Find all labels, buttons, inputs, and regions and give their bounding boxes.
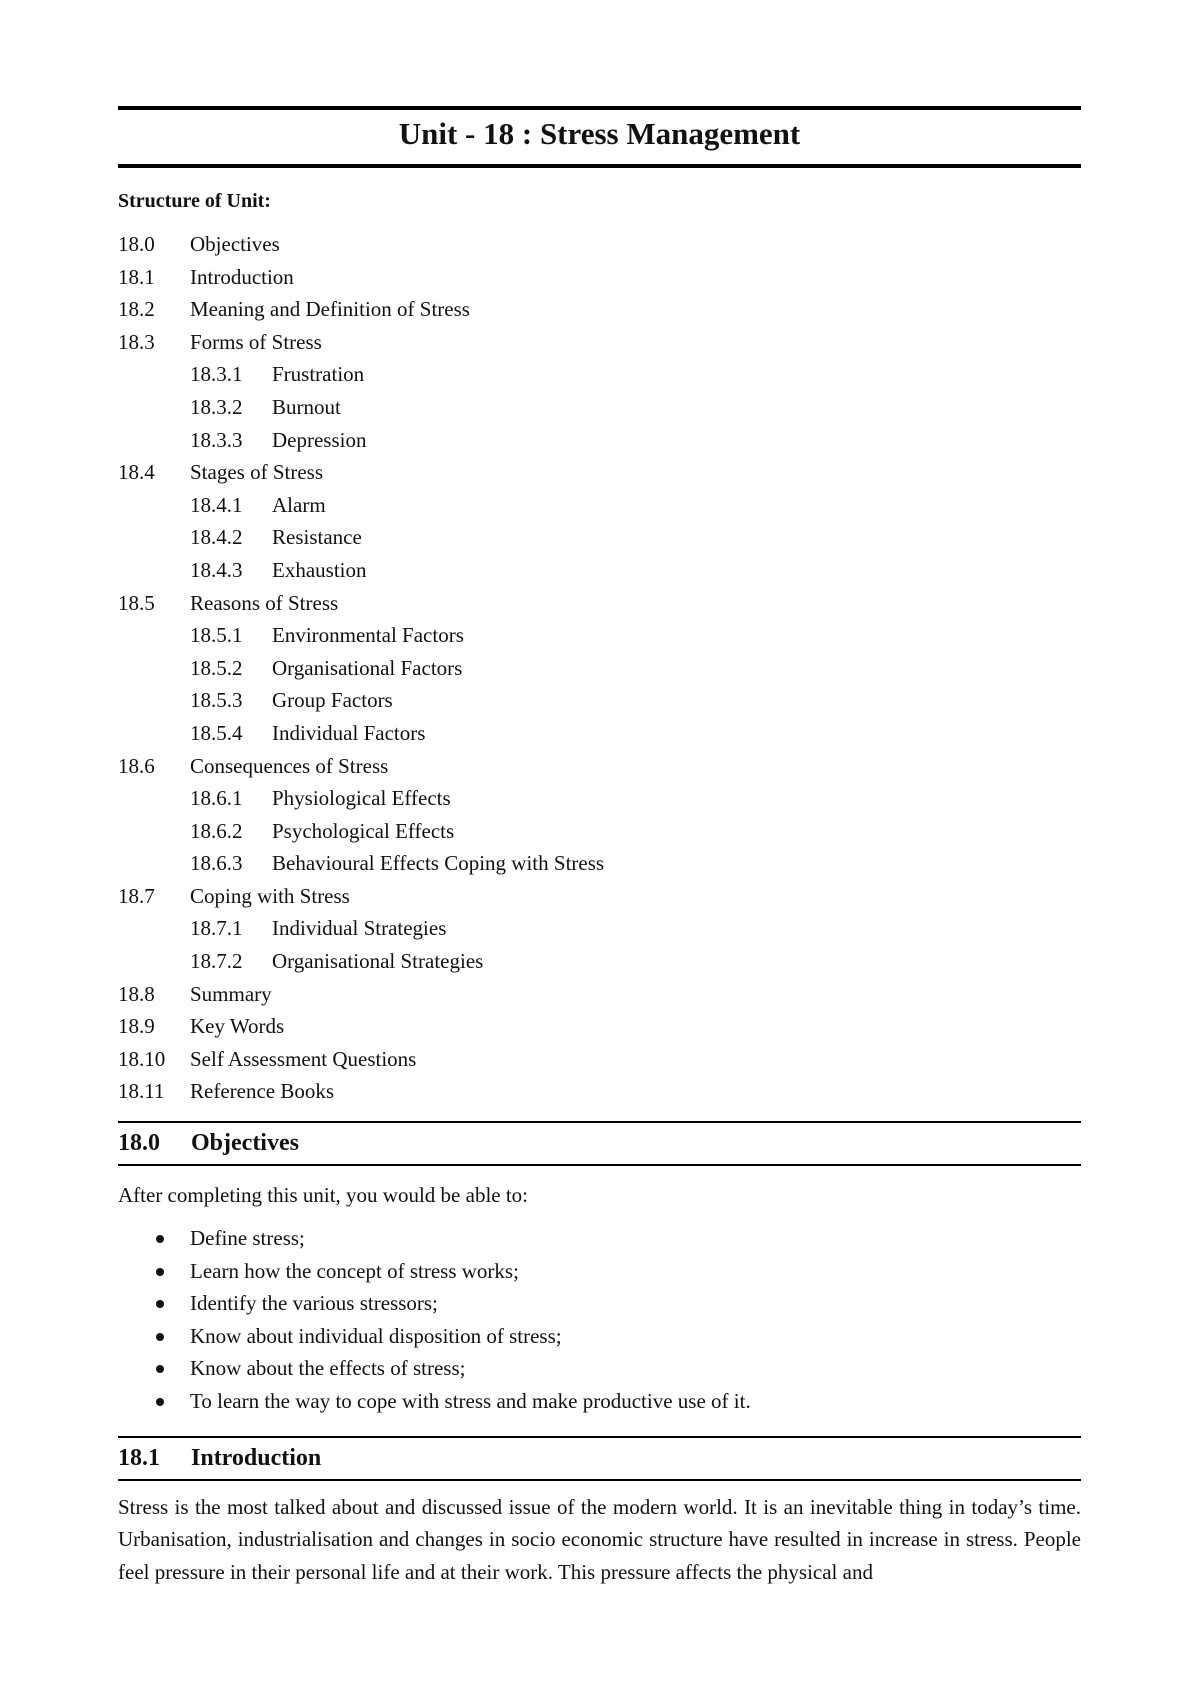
toc-item-number: 18.3.3: [190, 427, 243, 452]
objectives-list: [118, 1222, 1081, 1418]
toc-item-number: 18.5.3: [190, 688, 243, 713]
toc-item-number: 18.5: [118, 590, 155, 615]
toc-item-label: Resistance: [272, 525, 362, 550]
toc-item: [118, 880, 1081, 913]
toc-item: [118, 489, 1081, 522]
toc-item-label: Depression: [272, 427, 367, 452]
toc-item-number: 18.0: [118, 232, 155, 256]
toc-item-label: Meaning and Definition of Stress: [190, 297, 470, 322]
toc-item: [118, 945, 1081, 978]
toc-item-number: 18.5.1: [190, 623, 243, 648]
bullet-icon: [156, 1268, 164, 1276]
toc-item: [118, 815, 1081, 848]
list-item: [118, 1287, 1081, 1320]
toc-item-label: Psychological Effects: [272, 818, 455, 843]
toc-item-label: Exhaustion: [272, 557, 367, 582]
toc-item-label: Introduction: [190, 264, 294, 289]
toc-item-label: Individual Strategies: [272, 916, 447, 941]
bullet-icon: [156, 1365, 164, 1373]
toc-item-number: 18.6: [118, 753, 155, 778]
toc-item-number: 18.6.1: [190, 786, 243, 811]
toc-item-label: Reference Books: [190, 1079, 335, 1104]
toc-item-label: Organisational Strategies: [272, 949, 484, 974]
toc-item-number: 18.4.3: [190, 557, 243, 582]
section-number: 18.0: [118, 1130, 160, 1157]
list-item: [118, 1255, 1081, 1288]
toc-item-number: 18.7.1: [190, 916, 243, 941]
structure-label: Structure of Unit:: [118, 190, 271, 212]
document-page: [118, 106, 1081, 1588]
list-item: [118, 1385, 1081, 1418]
toc-item-number: 18.5.2: [190, 655, 243, 680]
list-item: [118, 1320, 1081, 1353]
toc-item: [118, 521, 1081, 554]
section-title: Objectives: [191, 1130, 299, 1157]
toc-item: [118, 228, 1081, 261]
toc-item-number: 18.1: [118, 264, 155, 289]
toc-item-label: Summary: [190, 981, 272, 1006]
toc-item-label: Stages of Stress: [190, 460, 323, 485]
toc-item-number: 18.11: [118, 1079, 165, 1104]
toc-item-number: 18.5.4: [190, 720, 243, 745]
toc-item: [118, 1010, 1081, 1043]
toc-item-number: 18.4.1: [190, 492, 243, 517]
toc-item-label: Reasons of Stress: [190, 590, 339, 615]
toc-item: [118, 554, 1081, 587]
toc-item: [118, 424, 1081, 457]
toc-item-number: 18.3.1: [190, 362, 243, 387]
section-heading-introduction: [118, 1436, 1081, 1481]
bullet-icon: [156, 1300, 164, 1308]
toc-item: [118, 391, 1081, 424]
toc-item: [118, 684, 1081, 717]
unit-title: Unit - 18 : Stress Management: [398, 116, 801, 151]
toc-item-label: Objectives: [190, 232, 280, 256]
list-item-text: Learn how the concept of stress works;: [190, 1258, 519, 1283]
toc-item-label: Forms of Stress: [190, 329, 322, 354]
toc-item-number: 18.7.2: [190, 949, 243, 974]
list-item-text: To learn the way to cope with stress and make productive use of it.: [190, 1389, 751, 1413]
section-title: Introduction: [191, 1444, 322, 1471]
toc-item-label: Individual Factors: [272, 720, 426, 745]
toc-item-label: Physiological Effects: [272, 786, 451, 811]
bullet-icon: [156, 1235, 164, 1243]
toc-item-label: Group Factors: [272, 688, 393, 713]
list-item-text: Know about individual disposition of stress;: [190, 1323, 562, 1348]
toc-item: [118, 587, 1081, 620]
toc-item: [118, 717, 1081, 750]
toc-item-number: 18.2: [118, 297, 155, 322]
toc-item-number: 18.3: [118, 329, 155, 354]
toc-item-label: Behavioural Effects Coping with Stress: [272, 851, 605, 876]
toc-item-number: 18.8: [118, 981, 155, 1006]
toc-item: [118, 782, 1081, 815]
bullet-icon: [156, 1333, 164, 1341]
toc-item: [118, 358, 1081, 391]
toc-item-number: 18.6.2: [190, 818, 243, 843]
toc-item: [118, 293, 1081, 326]
toc-item-number: 18.4.2: [190, 525, 243, 550]
toc-item: [118, 1043, 1081, 1076]
toc-item-label: Organisational Factors: [272, 655, 463, 680]
toc-item-label: Alarm: [272, 492, 326, 517]
toc-item-number: 18.10: [118, 1046, 166, 1071]
toc-item-number: 18.9: [118, 1014, 155, 1039]
toc-item-number: 18.7: [118, 883, 155, 908]
section-number: 18.1: [118, 1444, 160, 1471]
toc-item-number: 18.3.2: [190, 394, 243, 419]
title-bottom-rule: [118, 164, 1081, 168]
toc-item: [118, 847, 1081, 880]
toc-item-number: 18.6.3: [190, 851, 243, 876]
toc-item: [118, 326, 1081, 359]
bullet-icon: [156, 1398, 164, 1406]
toc-item-label: Coping with Stress: [190, 883, 350, 908]
list-item-text: Define stress;: [190, 1226, 305, 1251]
toc-item-number: 18.4: [118, 460, 155, 485]
toc-item: [118, 978, 1081, 1011]
toc-item-label: Frustration: [272, 362, 365, 387]
toc-item: [118, 652, 1081, 685]
toc-item: [118, 261, 1081, 294]
list-item-text: Know about the effects of stress;: [190, 1356, 466, 1381]
list-item: [118, 1352, 1081, 1385]
table-of-contents: [118, 228, 1081, 1108]
section-heading-objectives: [118, 1121, 1081, 1166]
toc-item-label: Key Words: [190, 1014, 285, 1039]
toc-item-label: Consequences of Stress: [190, 753, 389, 778]
objectives-intro: After completing this unit, you would be able to:: [118, 1183, 529, 1208]
list-item: [118, 1222, 1081, 1255]
toc-item: [118, 912, 1081, 945]
toc-item: [118, 456, 1081, 489]
toc-item-label: Burnout: [272, 394, 341, 419]
toc-item: [118, 619, 1081, 652]
list-item-text: Identify the various stressors;: [190, 1291, 438, 1316]
toc-item: [118, 1075, 1081, 1108]
toc-item-label: Environmental Factors: [272, 623, 464, 648]
toc-item-label: Self Assessment Questions: [190, 1046, 417, 1071]
introduction-paragraph: Stress is the most talked about and discussed issue of the modern world. It is an inevitable thing in today’s time. Urbanisation, industrialisation and changes in socio economic structure have resulted in increase in stress. People feel pressure in their personal life and at their work. This pressure affects the physical and: [118, 1494, 1081, 1584]
toc-item: [118, 750, 1081, 783]
